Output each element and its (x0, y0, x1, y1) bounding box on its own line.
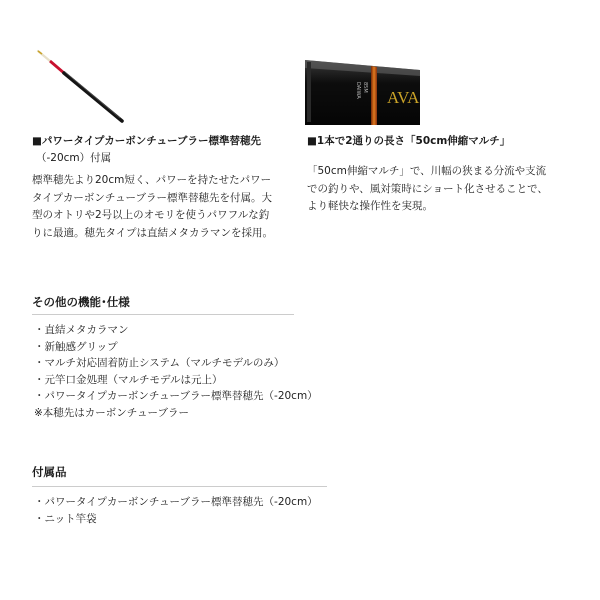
right-body-line: での釣りや、風対策時にショート化させることで、 (307, 182, 548, 195)
right-body-line: より軽快な操作性を実現。 (307, 200, 433, 212)
left-feature-body (32, 172, 302, 242)
right-feature-body (307, 163, 577, 216)
specs-list (34, 322, 318, 421)
list-item: ・マルチ対応固着防止システム（マルチモデルのみ） (34, 357, 285, 369)
left-caption-line-1: ■パワータイプカーボンチューブラー標準替穂先 (32, 135, 261, 147)
specs-heading: その他の機能･仕様 (32, 295, 130, 309)
list-item: ・新触感グリップ (34, 340, 118, 353)
accessories-list (34, 494, 318, 527)
left-feature-caption (32, 133, 292, 167)
left-body-line: 標準穂先より20cm短く、パワーを持たせたパワー (32, 174, 272, 186)
list-item: ・直結メタカラマン (34, 324, 129, 336)
list-item: ・元竿口金処理（マルチモデルは元上） (34, 373, 223, 386)
list-item: ・パワータイプカーボンチューブラー標準替穂先（-20cm） (34, 390, 318, 402)
left-body-line: タイプカーボンチューブラー標準替穂先を付属。大 (32, 191, 273, 204)
left-body-line: 型のオトリや2号以上のオモリを使うパワフルな釣 (32, 209, 270, 221)
list-item: ※本穂先はカーボンチューブラー (34, 406, 189, 419)
rod-brand-lettering: AVA (387, 88, 420, 107)
right-feature-caption: ■1本で2通りの長さ「50cm伸縮マルチ」 (307, 135, 511, 147)
list-item: ・パワータイプカーボンチューブラー標準替穂先（-20cm） (34, 496, 318, 508)
accessories-divider (32, 486, 327, 487)
svg-text:85M: 85M (362, 82, 368, 93)
left-caption-line-2: （-20cm）付属 (36, 152, 112, 164)
rod-tip-image (30, 45, 130, 125)
left-body-line: りに最適。穂先タイプは直結メタカラマンを採用。 (32, 226, 273, 239)
svg-text:DAIWA: DAIWA (355, 82, 361, 99)
specs-divider (32, 314, 294, 315)
list-item: ・ニット竿袋 (34, 512, 97, 525)
accessories-heading: 付属品 (32, 465, 67, 479)
rod-butt-image (305, 60, 420, 125)
right-body-line: 「50cm伸縮マルチ」で、川幅の狭まる分流や支流 (307, 165, 547, 177)
